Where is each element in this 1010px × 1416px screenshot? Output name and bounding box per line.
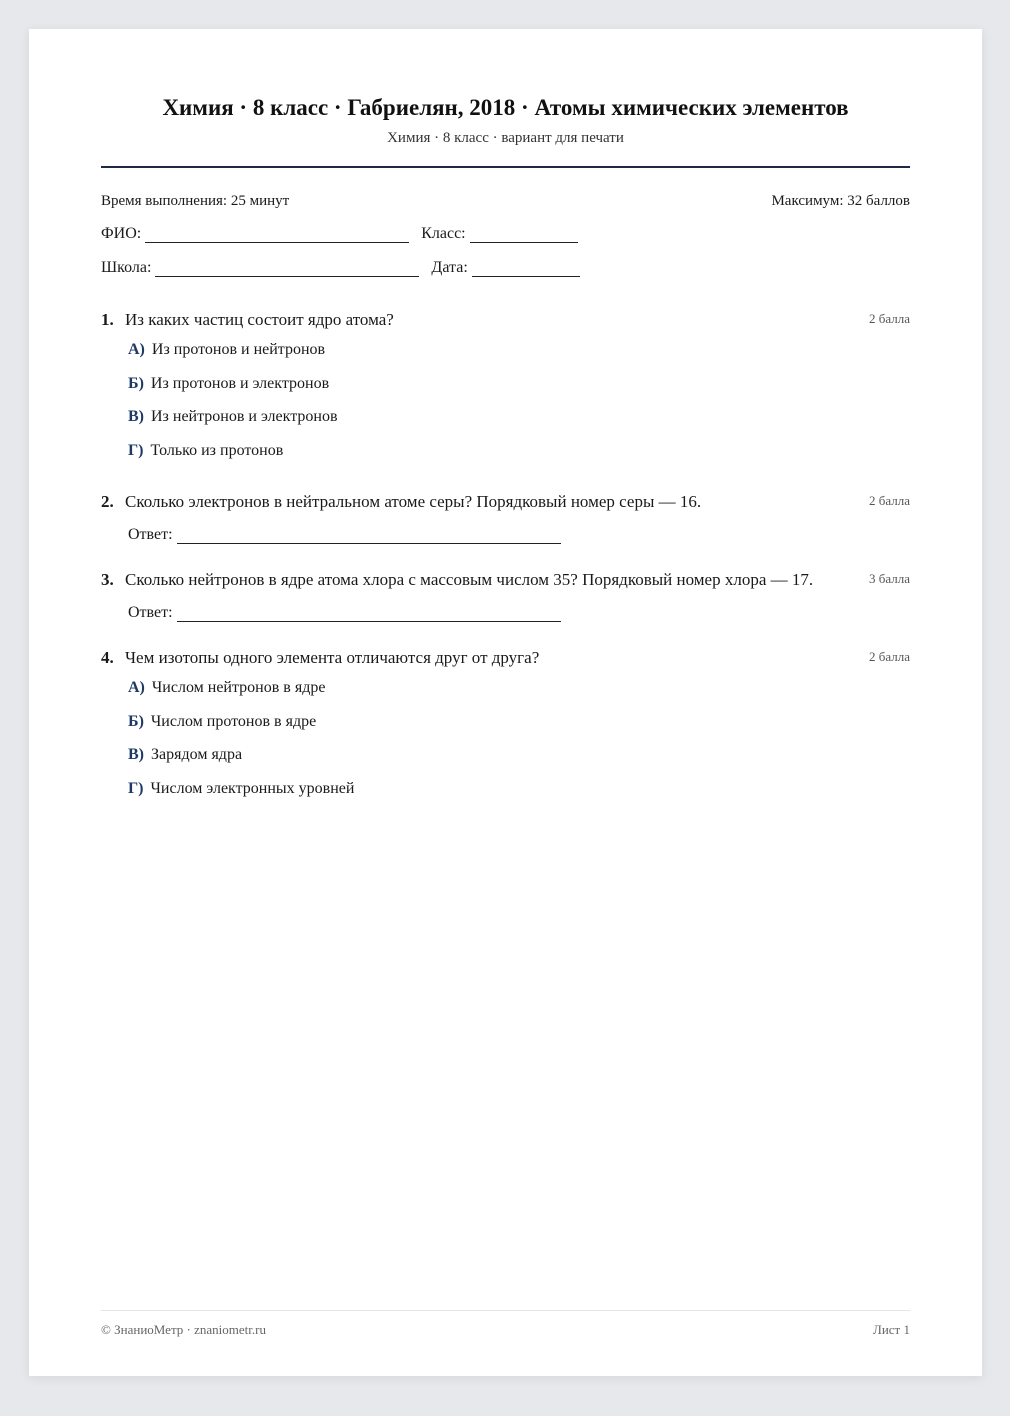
option-a[interactable]	[128, 678, 910, 712]
school-field[interactable]	[155, 262, 419, 277]
fio-field[interactable]	[145, 228, 409, 243]
options-list	[128, 340, 910, 474]
fio-label: ФИО:	[101, 225, 142, 242]
date-label: Дата:	[431, 259, 468, 276]
header-divider	[101, 166, 910, 168]
answer-row	[128, 526, 910, 544]
option-text: Зарядом ядра	[151, 746, 243, 763]
question-points: 2 балла	[869, 493, 910, 508]
option-g[interactable]	[128, 441, 910, 475]
worksheet-page	[29, 29, 982, 1376]
option-text: Числом электронных уровней	[150, 779, 355, 797]
question-points: 2 балла	[869, 311, 910, 326]
option-letter: А)	[128, 679, 145, 696]
max-score: Максимум: 32 баллов	[771, 193, 910, 209]
option-letter: Г)	[128, 779, 144, 797]
options-list	[128, 678, 910, 812]
question-points: 2 балла	[869, 649, 910, 664]
footer-divider	[101, 1310, 910, 1311]
class-label: Класс:	[421, 225, 466, 242]
answer-field[interactable]	[177, 607, 561, 622]
answer-row	[128, 604, 910, 622]
footer-copyright: © ЗнаниоМетр · znaniometr.ru	[101, 1322, 266, 1337]
question-text: Чем изотопы одного элемента отличаются друг от друга?	[125, 648, 540, 667]
page-subtitle: Химия · 8 класс · вариант для печати	[387, 130, 624, 146]
question-4	[101, 648, 910, 812]
question-text: Из каких частиц состоит ядро атома?	[125, 310, 394, 329]
option-text: Числом протонов в ядре	[150, 712, 317, 730]
date-field[interactable]	[472, 262, 580, 277]
answer-label: Ответ:	[128, 526, 173, 543]
question-number: 4.	[101, 648, 114, 667]
question-1	[101, 310, 910, 474]
option-v[interactable]	[128, 745, 910, 779]
option-letter: В)	[128, 408, 144, 425]
question-3	[101, 570, 910, 622]
option-b[interactable]	[128, 374, 910, 408]
question-points: 3 балла	[869, 571, 910, 586]
school-label: Школа:	[101, 259, 152, 276]
question-number: 2.	[101, 492, 114, 511]
option-letter: Б)	[128, 374, 144, 392]
option-letter: В)	[128, 746, 144, 763]
footer-page-number: Лист 1	[873, 1322, 910, 1337]
answer-label: Ответ:	[128, 604, 173, 621]
student-fields-row-1	[101, 225, 590, 243]
option-letter: Б)	[128, 712, 144, 730]
question-number: 1.	[101, 310, 114, 329]
question-text: Сколько электронов в нейтральном атоме серы? Порядковый номер серы — 16.	[125, 492, 702, 511]
option-text: Числом нейтронов в ядре	[151, 679, 326, 696]
page-title: Химия · 8 класс · Габриелян, 2018 · Атомы химических элементов	[162, 95, 849, 120]
option-letter: Г)	[128, 441, 144, 459]
time-limit: Время выполнения: 25 минут	[101, 193, 290, 209]
option-text: Только из протонов	[150, 441, 284, 459]
option-text: Из протонов и электронов	[150, 374, 330, 392]
option-g[interactable]	[128, 779, 910, 813]
option-text: Из нейтронов и электронов	[151, 408, 338, 425]
class-field[interactable]	[470, 228, 578, 243]
option-letter: А)	[128, 341, 145, 358]
option-v[interactable]	[128, 407, 910, 441]
answer-field[interactable]	[177, 529, 561, 544]
student-fields-row-2	[101, 259, 592, 277]
question-number: 3.	[101, 570, 114, 589]
question-text: Сколько нейтронов в ядре атома хлора с массовым числом 35? Порядковый номер хлора — 17.	[125, 570, 814, 589]
option-a[interactable]	[128, 340, 910, 374]
option-text: Из протонов и нейтронов	[151, 341, 326, 358]
question-2	[101, 492, 910, 544]
option-b[interactable]	[128, 712, 910, 746]
